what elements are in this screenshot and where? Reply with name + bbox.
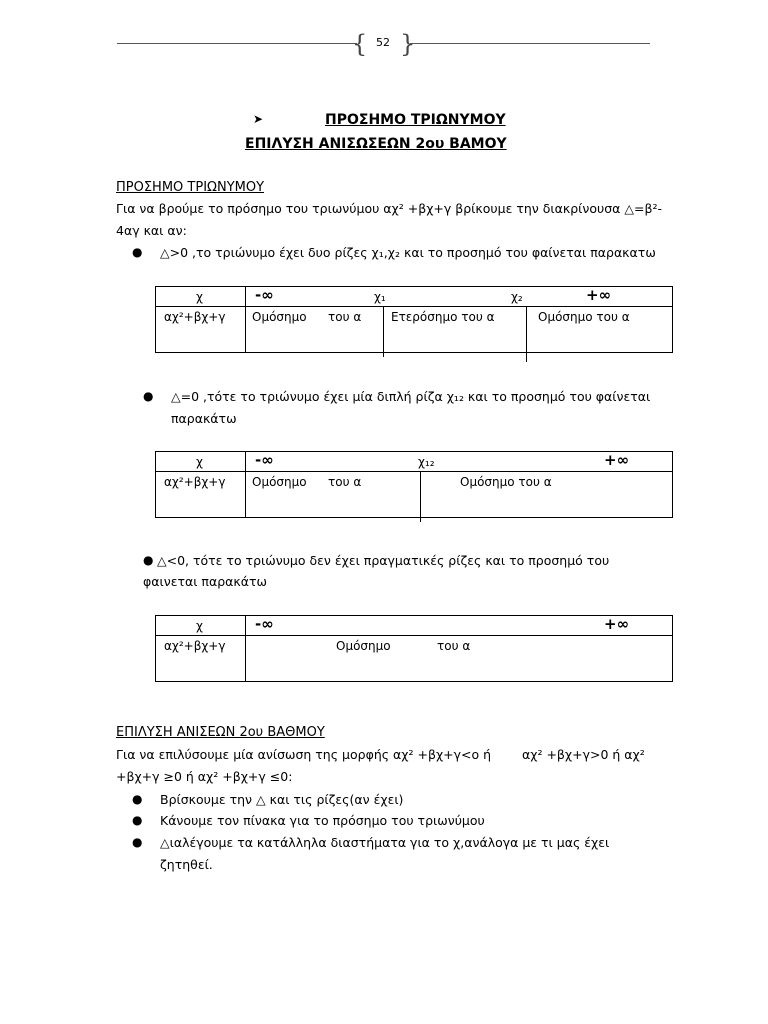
sign-cell: Ομόσημο bbox=[252, 310, 307, 324]
header-rule-left bbox=[117, 43, 357, 44]
plus-infinity: +∞ bbox=[604, 451, 630, 469]
sign-table-positive bbox=[155, 286, 673, 353]
left-brace-icon: { bbox=[352, 30, 368, 58]
bullet-icon: ● bbox=[132, 835, 143, 849]
sign-cell: του α bbox=[328, 475, 362, 489]
step-item-continued: ζητηθεί. bbox=[160, 857, 213, 872]
section2-intro-line1a: Για να επιλύσουμε μία ανίσωση της μορφής αχ² +βχ+γ<ο ή bbox=[116, 747, 492, 762]
minus-infinity: -∞ bbox=[255, 286, 274, 304]
row-label-x: χ bbox=[196, 619, 203, 633]
row-label-poly: αχ²+βχ+γ bbox=[164, 475, 226, 489]
section2-intro-line2: +βχ+γ ≥0 ή αχ² +βχ+γ ≤0: bbox=[116, 769, 293, 784]
plus-infinity: +∞ bbox=[604, 615, 630, 633]
row-label-x: χ bbox=[196, 455, 203, 469]
section1-intro-line2: 4αγ και αν: bbox=[116, 223, 187, 238]
section2-intro-line1b: αχ² +βχ+γ>0 ή αχ² bbox=[522, 747, 645, 762]
row-label-x: χ bbox=[196, 290, 203, 304]
sign-cell: Ετερόσημο του α bbox=[391, 310, 495, 324]
section1-intro-line1: Για να βρούμε το πρόσημο του τριωνύμου αχ² +βχ+γ βρίκουμε την διακρίνουσα △=β²- bbox=[116, 201, 662, 216]
bullet-icon: ● bbox=[132, 792, 143, 806]
page-title: ΠΡΟΣΗΜΟ ΤΡΙΩΝΥΜΟΥ bbox=[325, 112, 506, 128]
arrow-bullet-icon: ➤ bbox=[253, 112, 264, 126]
root-x2: χ₂ bbox=[511, 290, 523, 304]
sign-cell: του α bbox=[437, 639, 471, 653]
case3-text-line1: △<0, τότε το τριώνυμο δεν έχει πραγματικές ρίζες και το προσημό του bbox=[157, 553, 610, 568]
page-number: 52 bbox=[376, 36, 390, 49]
header-rule-right bbox=[410, 43, 650, 44]
sign-cell: Ομόσημο του α bbox=[538, 310, 630, 324]
case2-text-line1: △=0 ,τότε το τριώνυμο έχει μία διπλή ρίζα χ₁₂ και το προσημό του φαίνεται bbox=[171, 389, 651, 404]
minus-infinity: -∞ bbox=[255, 615, 274, 633]
section2-heading: ΕΠΙΛΥΣΗ ΑΝΙΣΕΩΝ 2ου ΒΑΘΜΟΥ bbox=[116, 725, 325, 740]
page-subtitle: ΕΠΙΛΥΣΗ ΑΝΙΣΩΣΕΩΝ 2ου ΒΑΜΟΥ bbox=[245, 136, 507, 152]
minus-infinity: -∞ bbox=[255, 451, 274, 469]
sign-table-negative bbox=[155, 615, 673, 682]
right-brace-icon: } bbox=[400, 30, 416, 58]
case3-text-line2: φαινεται παρακάτω bbox=[143, 574, 267, 589]
sign-cell: Ομόσημο bbox=[336, 639, 391, 653]
root-x12: χ₁₂ bbox=[418, 455, 435, 469]
case1-text: △>0 ,το τριώνυμο έχει δυο ρίζες χ₁,χ₂ και το προσημό του φαίνεται παρακατω bbox=[160, 245, 656, 260]
row-label-poly: αχ²+βχ+γ bbox=[164, 639, 226, 653]
sign-cell: Ομόσημο bbox=[252, 475, 307, 489]
sign-cell: του α bbox=[328, 310, 362, 324]
bullet-icon: ● bbox=[143, 553, 154, 567]
root-x1: χ₁ bbox=[374, 290, 386, 304]
step-item: Κάνουμε τον πίνακα για το πρόσημο του τριωνύμου bbox=[160, 813, 485, 828]
case2-text-line2: παρακάτω bbox=[171, 411, 237, 426]
bullet-icon: ● bbox=[143, 389, 154, 403]
plus-infinity: +∞ bbox=[586, 286, 612, 304]
sign-table-zero bbox=[155, 451, 673, 518]
bullet-icon: ● bbox=[132, 813, 143, 827]
sign-cell: Ομόσημο του α bbox=[460, 475, 552, 489]
step-item: △ιαλέγουμε τα κατάλληλα διαστήματα για το χ,ανάλογα με τι μας έχει bbox=[160, 835, 610, 850]
bullet-icon: ● bbox=[132, 245, 143, 259]
section1-heading: ΠΡΟΣΗΜΟ ΤΡΙΩΝΥΜΟΥ bbox=[116, 180, 265, 195]
row-label-poly: αχ²+βχ+γ bbox=[164, 310, 226, 324]
step-item: Βρίσκουμε την △ και τις ρίζες(αν έχει) bbox=[160, 792, 404, 807]
